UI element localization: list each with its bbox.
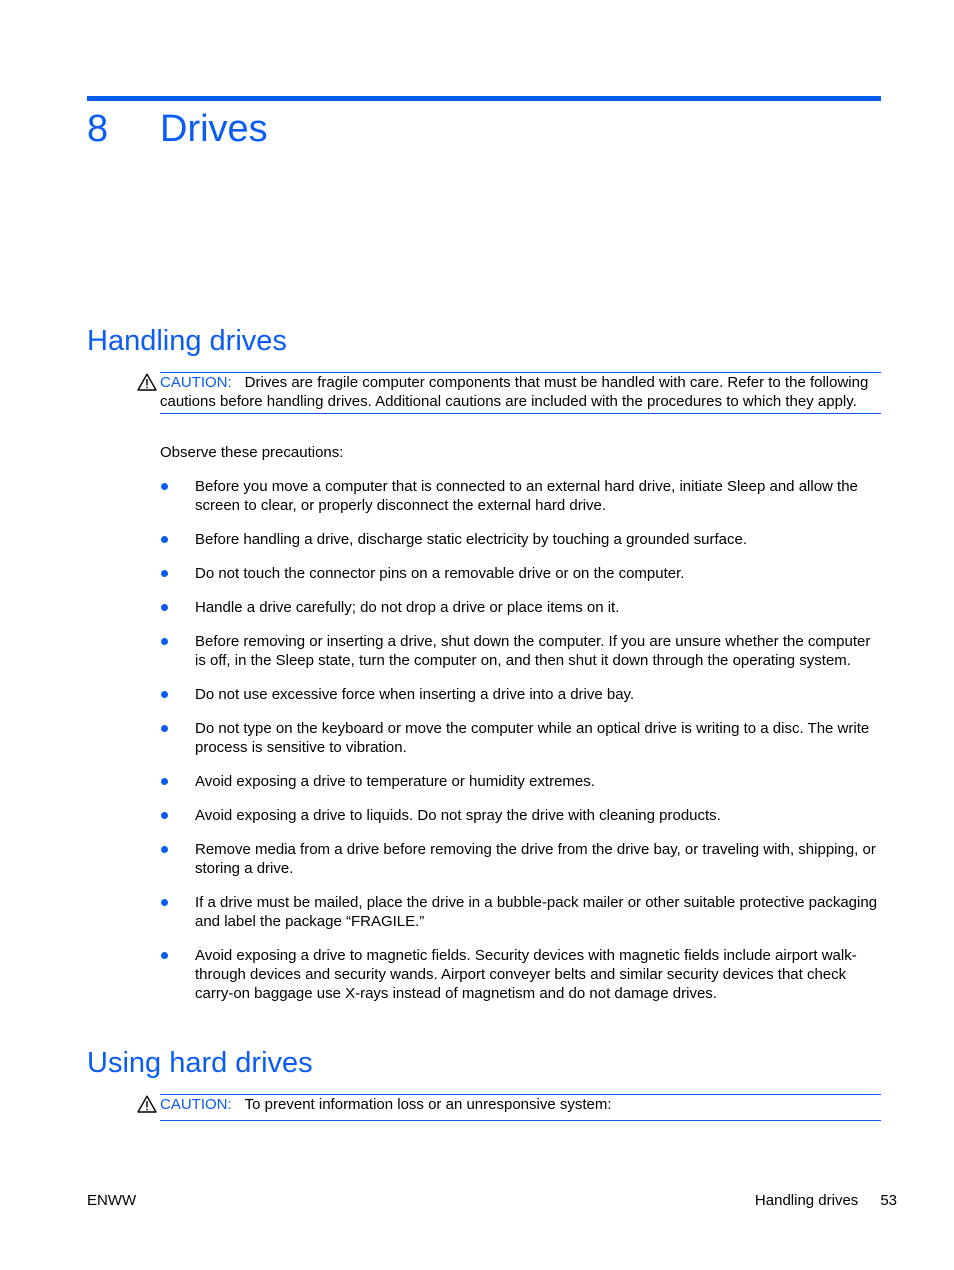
bullet-icon — [161, 638, 168, 645]
list-item-text: Before removing or inserting a drive, shut down the computer. If you are unsure whether the computer is off, in the Sleep state, turn the computer on, and then shut it down through the operating system. — [195, 633, 871, 669]
chapter-heading — [87, 106, 268, 152]
list-item — [160, 893, 881, 931]
footer-right — [755, 1191, 897, 1210]
list-item-text: Before handling a drive, discharge static electricity by touching a grounded surface. — [195, 531, 747, 548]
chapter-rule — [87, 96, 881, 101]
caution-box-handling — [160, 372, 881, 414]
bullet-icon — [161, 570, 168, 577]
bullet-icon — [161, 899, 168, 906]
list-item — [160, 477, 881, 515]
footer-label: ENWW — [87, 1192, 137, 1209]
warning-triangle-icon — [137, 1095, 157, 1113]
list-item-text: If a drive must be mailed, place the drive in a bubble-pack mailer or other suitable protective packaging and label the package “FRAGILE.” — [195, 894, 878, 930]
bullet-icon — [161, 483, 168, 490]
list-item — [160, 530, 881, 549]
caution-text: To prevent information loss or an unresponsive system: — [244, 1096, 612, 1113]
list-item-text: Before you move a computer that is connected to an external hard drive, initiate Sleep and allow the screen to clear, or properly disconnect the external hard drive. — [195, 478, 858, 514]
bullet-icon — [161, 604, 168, 611]
list-item — [160, 806, 881, 825]
section-heading-handling-drives: Handling drives — [87, 325, 287, 357]
bullet-icon — [161, 846, 168, 853]
chapter-title: Drives — [160, 108, 268, 150]
section-heading-using-hard-drives: Using hard drives — [87, 1047, 313, 1079]
bullet-icon — [161, 952, 168, 959]
list-item-text: Avoid exposing a drive to magnetic fields. Security devices with magnetic fields include airport walk-through devices and security wands. Airport conveyer belts and similar security devices that check carry-on baggage use X-rays instead of magnetism and do not damage drives. — [195, 947, 857, 1002]
caution-box-hard-drives — [160, 1094, 881, 1121]
caution-label: CAUTION: — [160, 1096, 232, 1113]
chapter-number: 8 — [87, 108, 109, 150]
bullet-icon — [161, 536, 168, 543]
warning-triangle-icon — [137, 373, 157, 391]
bullet-icon — [161, 778, 168, 785]
footer-section: Handling drives — [754, 1192, 859, 1209]
list-item-text: Do not type on the keyboard or move the computer while an optical drive is writing to a disc. The write process is sensitive to vibration. — [195, 720, 870, 756]
list-item — [160, 598, 881, 617]
bullet-icon — [161, 725, 168, 732]
list-item-text: Avoid exposing a drive to liquids. Do not spray the drive with cleaning products. — [195, 807, 721, 824]
caution-text: Drives are fragile computer components that must be handled with care. Refer to the following cautions before handling drives. Additional cautions are included with the procedures to which they apply. — [160, 374, 869, 410]
bullet-icon — [161, 812, 168, 819]
list-item-text: Do not touch the connector pins on a removable drive or on the computer. — [195, 565, 685, 582]
caution-label: CAUTION: — [160, 374, 232, 391]
list-item — [160, 772, 881, 791]
list-item — [160, 719, 881, 757]
list-item — [160, 632, 881, 670]
bullet-icon — [161, 691, 168, 698]
list-item-text: Handle a drive carefully; do not drop a drive or place items on it. — [195, 599, 620, 616]
list-item-text: Do not use excessive force when inserting a drive into a drive bay. — [195, 686, 635, 703]
page-number: 53 — [880, 1192, 897, 1209]
list-item — [160, 685, 881, 704]
list-item — [160, 840, 881, 878]
precautions-intro: Observe these precautions: — [160, 444, 344, 461]
list-item-text: Avoid exposing a drive to temperature or humidity extremes. — [195, 773, 595, 790]
list-item — [160, 564, 881, 583]
precautions-list — [160, 477, 881, 1018]
list-item — [160, 946, 881, 1003]
list-item-text: Remove media from a drive before removing the drive from the drive bay, or traveling with, shipping, or storing a drive. — [195, 841, 876, 877]
